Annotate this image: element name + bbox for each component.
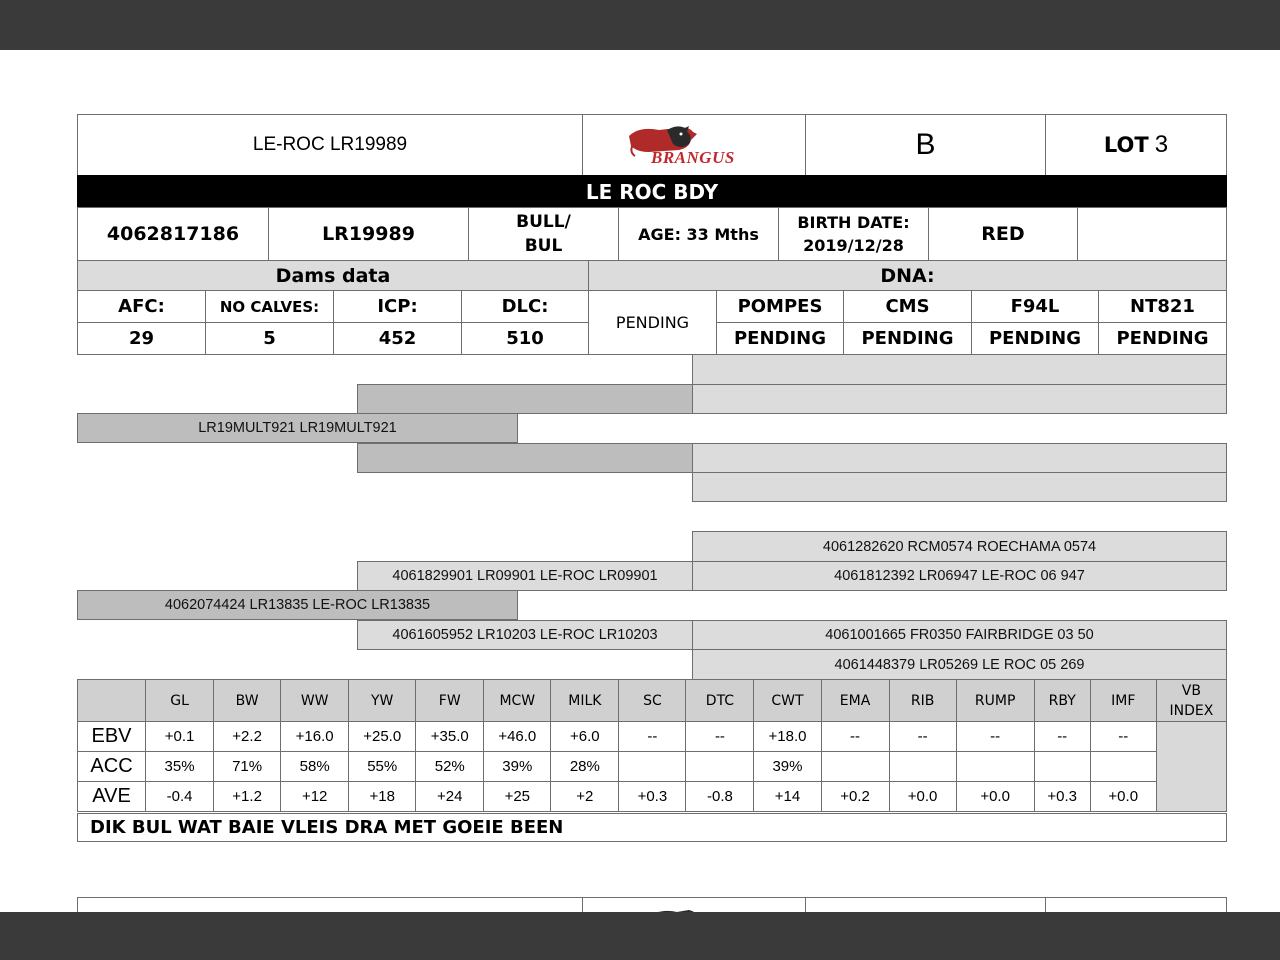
table-cell: -- <box>889 722 956 752</box>
lot-cell <box>1045 114 1227 176</box>
pedigree-ds-text: 4061829901 LR09901 LE-ROC LR09901 <box>392 568 658 584</box>
ebv-header-cell: GL <box>146 680 214 722</box>
table-cell: +0.0 <box>1090 782 1156 812</box>
dna-value-cms <box>843 322 972 355</box>
ebv-header-cell <box>78 680 146 722</box>
sex-cell <box>468 207 619 261</box>
pedigree-ddd-text: 4061448379 LR05269 LE ROC 05 269 <box>834 656 1085 673</box>
color-text: RED <box>981 223 1025 245</box>
dams-header-calves <box>205 290 334 323</box>
pedigree-sire <box>77 413 518 443</box>
sex-line2: BUL <box>524 236 563 256</box>
pedigree-ddd <box>692 649 1227 680</box>
grade-cell <box>805 114 1046 176</box>
ave-row <box>78 782 1227 812</box>
dna-value-text: PENDING <box>733 328 827 349</box>
table-cell: -- <box>956 722 1034 752</box>
dna-value-text: PENDING <box>1116 328 1209 349</box>
ebv-header-row <box>78 680 1227 722</box>
table-cell: +25 <box>484 782 551 812</box>
dna-header-f94l <box>971 290 1099 323</box>
pedigree-sss <box>692 354 1227 385</box>
table-cell <box>821 752 889 782</box>
ebv-header-cell: IMF <box>1090 680 1156 722</box>
viewer-bottom-bar <box>0 912 1280 960</box>
dna-value-text: PENDING <box>988 328 1082 349</box>
ebv-header-cell: RUMP <box>956 680 1034 722</box>
table-cell: +0.0 <box>889 782 956 812</box>
table-cell: 35% <box>146 752 214 782</box>
table-cell: 39% <box>754 752 821 782</box>
row-label: EBV <box>78 722 146 752</box>
table-cell: +16.0 <box>281 722 349 752</box>
table-cell: +0.1 <box>146 722 214 752</box>
dams-header-dlc <box>461 290 589 323</box>
pedigree-dss-text: 4061282620 RCM0574 ROECHAMA 0574 <box>822 538 1097 555</box>
ebv-table <box>77 679 1227 812</box>
dams-header-icp <box>333 290 462 323</box>
dna-header-text: F94L <box>1010 296 1060 317</box>
table-cell: +46.0 <box>484 722 551 752</box>
color-cell <box>928 207 1078 261</box>
brangus-logo <box>582 114 806 176</box>
dams-value-text: 29 <box>128 328 155 349</box>
pedigree-dsd-text: 4061812392 LR06947 LE-ROC 06 947 <box>834 568 1085 584</box>
pedigree-dds <box>692 620 1227 650</box>
table-cell: 52% <box>416 752 484 782</box>
dams-header-afc <box>77 290 206 323</box>
dna-title-text: DNA: <box>880 264 935 287</box>
pedigree-ss <box>357 384 693 414</box>
ebv-header-cell: WW <box>281 680 349 722</box>
dna-value-f94l <box>971 322 1099 355</box>
animal-id <box>77 207 269 261</box>
dams-value-text: 510 <box>506 328 544 349</box>
viewer-top-bar <box>0 0 1280 50</box>
registration-name <box>77 114 583 176</box>
sex-line1: BULL/ <box>516 212 571 232</box>
dna-value-nt821 <box>1098 322 1227 355</box>
lot-label: LOT <box>1103 133 1149 157</box>
table-cell <box>619 752 686 782</box>
dna-value-pompes <box>716 322 844 355</box>
table-cell: +6.0 <box>551 722 619 752</box>
dams-header-text: DLC: <box>501 296 549 317</box>
pedigree-ds <box>357 561 693 591</box>
dna-header-pompes <box>716 290 844 323</box>
ebv-header-cell: BW <box>214 680 281 722</box>
ebv-header-vb-index: VB INDEX <box>1156 680 1226 722</box>
grade-text: B <box>915 128 936 161</box>
animal-id-text: 4062817186 <box>106 223 240 245</box>
table-cell: +14 <box>754 782 821 812</box>
table-cell: +0.2 <box>821 782 889 812</box>
birth-date-cell <box>778 207 929 261</box>
ebv-header-cell: EMA <box>821 680 889 722</box>
dams-value-text: 5 <box>263 328 276 349</box>
table-cell <box>686 752 754 782</box>
table-cell: -- <box>1034 722 1090 752</box>
ebv-header-cell: CWT <box>754 680 821 722</box>
dams-title <box>77 260 589 291</box>
table-cell: -0.4 <box>146 782 214 812</box>
table-cell: -- <box>1090 722 1156 752</box>
animal-name: LE ROC BDY <box>585 179 719 204</box>
ebv-header-cell: MCW <box>484 680 551 722</box>
dna-value-text: PENDING <box>861 328 954 349</box>
pedigree-ssd <box>692 384 1227 414</box>
table-cell <box>1090 752 1156 782</box>
dna-header-text: POMPES <box>737 296 823 317</box>
registration-name-text: LE-ROC LR19989 <box>252 134 408 155</box>
table-cell: -- <box>619 722 686 752</box>
pedigree-sdd <box>692 472 1227 502</box>
pedigree-dam-text: 4062074424 LR13835 LE-ROC LR13835 <box>164 597 431 613</box>
table-cell: +2.2 <box>214 722 281 752</box>
pedigree-sire-text: LR19MULT921 LR19MULT921 <box>198 420 397 436</box>
table-cell: 58% <box>281 752 349 782</box>
age-cell <box>618 207 779 261</box>
pedigree-dd-text: 4061605952 LR10203 LE-ROC LR10203 <box>392 627 658 643</box>
lot-number: 3 <box>1154 131 1169 158</box>
dams-value-icp <box>333 322 462 355</box>
dams-title-text: Dams data <box>275 264 391 287</box>
age-text: AGE: 33 Mths <box>638 224 759 244</box>
dams-header-text: ICP: <box>377 296 418 317</box>
vb-index-value <box>1156 722 1226 812</box>
table-cell: +18 <box>349 782 416 812</box>
ebv-header-cell: DTC <box>686 680 754 722</box>
dams-header-text: NO CALVES: <box>219 297 320 316</box>
table-cell: +0.0 <box>956 782 1034 812</box>
table-cell: +25.0 <box>349 722 416 752</box>
table-cell: -0.8 <box>686 782 754 812</box>
table-cell: +0.3 <box>1034 782 1090 812</box>
pedigree-sds <box>692 443 1227 473</box>
dna-title <box>588 260 1227 291</box>
table-cell: +2 <box>551 782 619 812</box>
dna-status <box>588 290 717 355</box>
table-cell <box>889 752 956 782</box>
ebv-header-cell: MILK <box>551 680 619 722</box>
table-cell <box>956 752 1034 782</box>
dams-value-calves <box>205 322 334 355</box>
table-cell <box>1034 752 1090 782</box>
ebv-header-cell: RIB <box>889 680 956 722</box>
table-cell: 39% <box>484 752 551 782</box>
birth-date: 2019/12/28 <box>803 236 904 255</box>
dams-value-dlc <box>461 322 589 355</box>
table-cell: 28% <box>551 752 619 782</box>
ebv-row <box>78 722 1227 752</box>
animal-reg <box>268 207 469 261</box>
dna-header-cms <box>843 290 972 323</box>
table-cell: +0.3 <box>619 782 686 812</box>
dna-header-text: NT821 <box>1130 296 1195 317</box>
pedigree-sd <box>357 443 693 473</box>
table-cell: +12 <box>281 782 349 812</box>
pedigree-dd <box>357 620 693 650</box>
animal-reg-text: LR19989 <box>322 223 415 245</box>
ebv-header-cell: SC <box>619 680 686 722</box>
dna-status-text: PENDING <box>615 313 690 332</box>
birth-label: BIRTH DATE: <box>797 213 910 232</box>
ebv-header-cell: FW <box>416 680 484 722</box>
dams-value-text: 452 <box>378 328 417 349</box>
remark-text: DIK BUL WAT BAIE VLEIS DRA MET GOEIE BEEN <box>77 813 1227 842</box>
dna-header-text: CMS <box>885 296 930 317</box>
table-cell: -- <box>821 722 889 752</box>
table-cell: 71% <box>214 752 281 782</box>
dams-header-text: AFC: <box>118 296 165 317</box>
pedigree-dsd <box>692 561 1227 591</box>
row-label: ACC <box>78 752 146 782</box>
table-cell: 55% <box>349 752 416 782</box>
acc-row <box>78 752 1227 782</box>
pedigree-dss <box>692 531 1227 562</box>
ebv-header-cell: RBY <box>1034 680 1090 722</box>
dna-header-nt821 <box>1098 290 1227 323</box>
dams-value-afc <box>77 322 206 355</box>
table-cell: +24 <box>416 782 484 812</box>
pedigree-dds-text: 4061001665 FR0350 FAIRBRIDGE 03 50 <box>825 627 1094 643</box>
table-cell: +1.2 <box>214 782 281 812</box>
table-cell: +35.0 <box>416 722 484 752</box>
pedigree-dam <box>77 590 518 620</box>
table-cell: -- <box>686 722 754 752</box>
extra-cell <box>1077 207 1227 261</box>
animal-name-banner <box>77 175 1227 208</box>
table-cell: +18.0 <box>754 722 821 752</box>
logo-text: BRANGUS <box>651 148 735 167</box>
ebv-header-cell: YW <box>349 680 416 722</box>
row-label: AVE <box>78 782 146 812</box>
